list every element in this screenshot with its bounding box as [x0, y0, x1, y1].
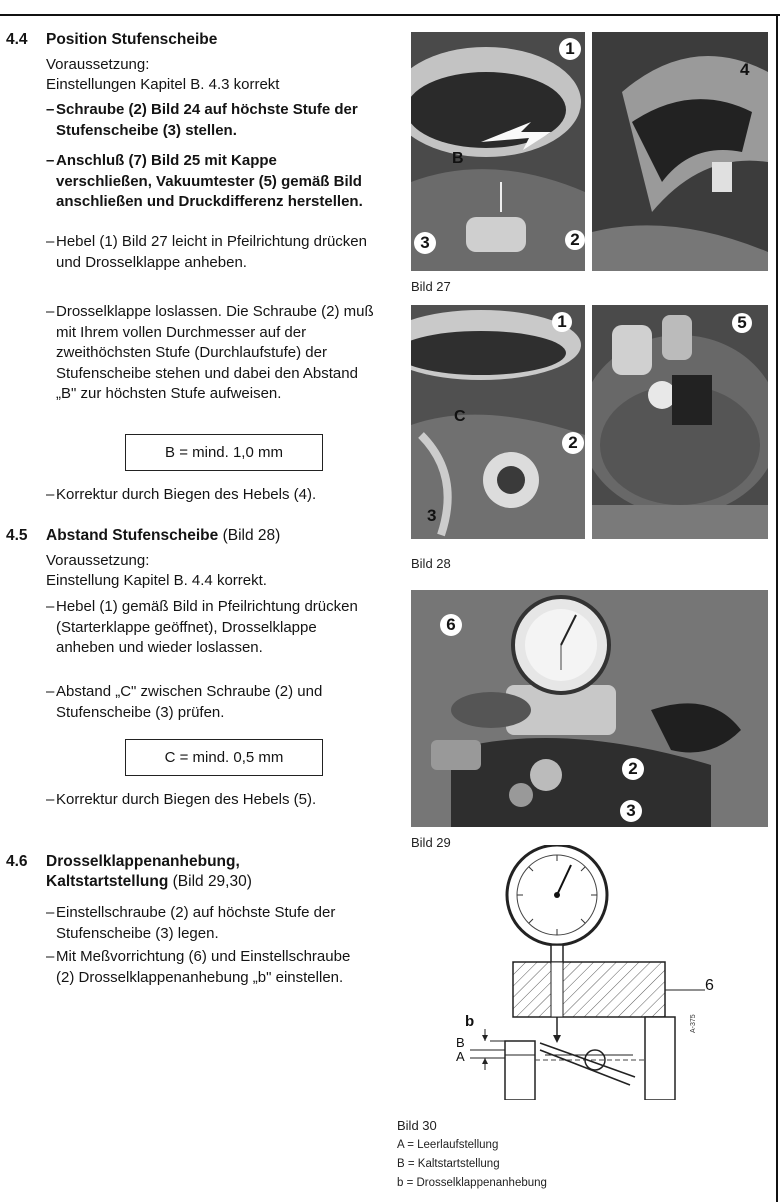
callout-2: 2 [622, 758, 644, 780]
step-text: Abstand „C" zwischen Schraube (2) und Stufenscheibe (3) prüfen. [56, 683, 323, 721]
callout-1: 1 [552, 312, 572, 332]
premise-text: Einstellung Kapitel B. 4.4 korrekt. [46, 572, 267, 589]
callout-6: 6 [440, 614, 462, 636]
page-right-rule [776, 14, 778, 1202]
step-text: Mit Meßvorrichtung (6) und Einstellschraube (2) Drosselklappenanhebung „b" einstellen. [56, 948, 351, 986]
premise-text: Einstellungen Kapitel B. 4.3 korrekt [46, 76, 280, 93]
callout-3: 3 [620, 800, 642, 822]
correction-text: Korrektur durch Biegen des Hebels (4). [56, 486, 317, 503]
section-figure-ref: (Bild 28) [222, 527, 281, 544]
figure-bild27-photo-left [411, 32, 585, 271]
section-number: 4.5 [6, 527, 28, 544]
figure-bild28-photo-left [411, 305, 585, 539]
callout-2: 2 [562, 432, 584, 454]
label-a-cap: A [456, 1049, 465, 1064]
spec-box-b: B = mind. 1,0 mm [125, 434, 323, 471]
callout-3: 3 [427, 506, 437, 525]
step-text: Schraube (2) Bild 24 auf höchste Stufe der Stufenscheibe (3) stellen. [56, 101, 358, 139]
step-item: – Mit Meßvorrichtung (6) und Einstellschraube (2) Drosselklappenanhebung „b" einstellen. [46, 948, 351, 986]
spec-box-c: C = mind. 0,5 mm [125, 739, 323, 776]
callout-1: 1 [559, 38, 581, 60]
correction-item: – Korrektur durch Biegen des Hebels (5). [46, 791, 317, 808]
legend-item: A = Leerlaufstellung [397, 1139, 499, 1151]
step-text: Anschluß (7) Bild 25 mit Kappe verschließen, Vakuumtester (5) gemäß Bild anschließen und Druckdifferenz herstellen. [56, 152, 363, 210]
step-item: – Schraube (2) Bild 24 auf höchste Stufe der Stufenscheibe (3) stellen. [46, 101, 358, 139]
legend-item: B = Kaltstartstellung [397, 1158, 500, 1170]
dimension-lines [470, 1029, 505, 1070]
carburetor-body [505, 1017, 675, 1100]
callout-c: C [454, 408, 466, 425]
measuring-block [513, 962, 705, 1043]
step-item: – Hebel (1) Bild 27 leicht in Pfeilrichtung drücken und Drosselklappe anheben. [46, 233, 367, 271]
figure-bild30-caption: Bild 30 [397, 1118, 437, 1133]
section-number: 4.4 [6, 31, 28, 48]
label-b-small: b [465, 1013, 475, 1030]
callout-b: B [452, 150, 464, 167]
figure-bild29-caption: Bild 29 [411, 835, 451, 850]
figure-bild29-photo [411, 590, 768, 827]
correction-item: – Korrektur durch Biegen des Hebels (4). [46, 486, 317, 503]
section-title: Drosselklappenanhebung, [46, 853, 240, 870]
step-item: – Anschluß (7) Bild 25 mit Kappe verschließen, Vakuumtester (5) gemäß Bild anschließen und Druckdifferenz herstellen. [46, 152, 363, 210]
callout-3: 3 [414, 232, 436, 254]
step-item: – Einstellschraube (2) auf höchste Stufe der Stufenscheibe (3) legen. [46, 904, 336, 942]
premise-label: Voraussetzung: [46, 56, 150, 73]
label-6: 6 [705, 977, 714, 994]
step-item: – Drosselklappe loslassen. Die Schraube (2) muß mit Ihrem vollen Durchmesser auf der zweithöchsten Stufe (Durchlaufstufe) der Stufenscheibe stehen und dabei den Abstand „B" zur höchsten Stufe aufweisen. [46, 303, 374, 402]
callout-5: 5 [732, 313, 752, 333]
drawing-code: A-375 [690, 1014, 697, 1033]
step-text: Einstellschraube (2) auf höchste Stufe der Stufenscheibe (3) legen. [56, 904, 336, 942]
step-item: – Abstand „C" zwischen Schraube (2) und Stufenscheibe (3) prüfen. [46, 683, 323, 721]
page-top-rule [0, 14, 780, 16]
correction-text: Korrektur durch Biegen des Hebels (5). [56, 791, 317, 808]
section-title: Kaltstartstellung [46, 873, 169, 890]
label-b-cap: B [456, 1035, 465, 1050]
figure-bild27-caption: Bild 27 [411, 279, 451, 294]
dial-gauge [507, 845, 607, 963]
premise-label: Voraussetzung: [46, 552, 150, 569]
section-title: Position Stufenscheibe [46, 31, 218, 48]
legend-item: b = Drosselklappenanhebung [397, 1177, 547, 1189]
section-title: Abstand Stufenscheibe [46, 527, 219, 544]
section-number: 4.6 [6, 853, 28, 870]
callout-2: 2 [565, 230, 585, 250]
figure-bild28-photo-right [592, 305, 768, 539]
step-text: Hebel (1) Bild 27 leicht in Pfeilrichtung drücken und Drosselklappe anheben. [56, 233, 367, 271]
step-text: Drosselklappe loslassen. Die Schraube (2) muß mit Ihrem vollen Durchmesser auf der zweithöchsten Stufe (Durchlaufstufe) der Stufenscheibe stehen und dabei den Abstand „B" zur höchsten Stufe aufweisen. [56, 303, 374, 402]
callout-4: 4 [740, 60, 750, 79]
section-figure-ref: (Bild 29,30) [172, 873, 252, 890]
figure-bild28-caption: Bild 28 [411, 556, 451, 571]
step-item: – Hebel (1) gemäß Bild in Pfeilrichtung drücken (Starterklappe geöffnet), Drosselklappe anheben und wieder loslassen. [46, 598, 358, 656]
step-text: Hebel (1) gemäß Bild in Pfeilrichtung drücken (Starterklappe geöffnet), Drosselklappe anheben und wieder loslassen. [56, 598, 358, 656]
